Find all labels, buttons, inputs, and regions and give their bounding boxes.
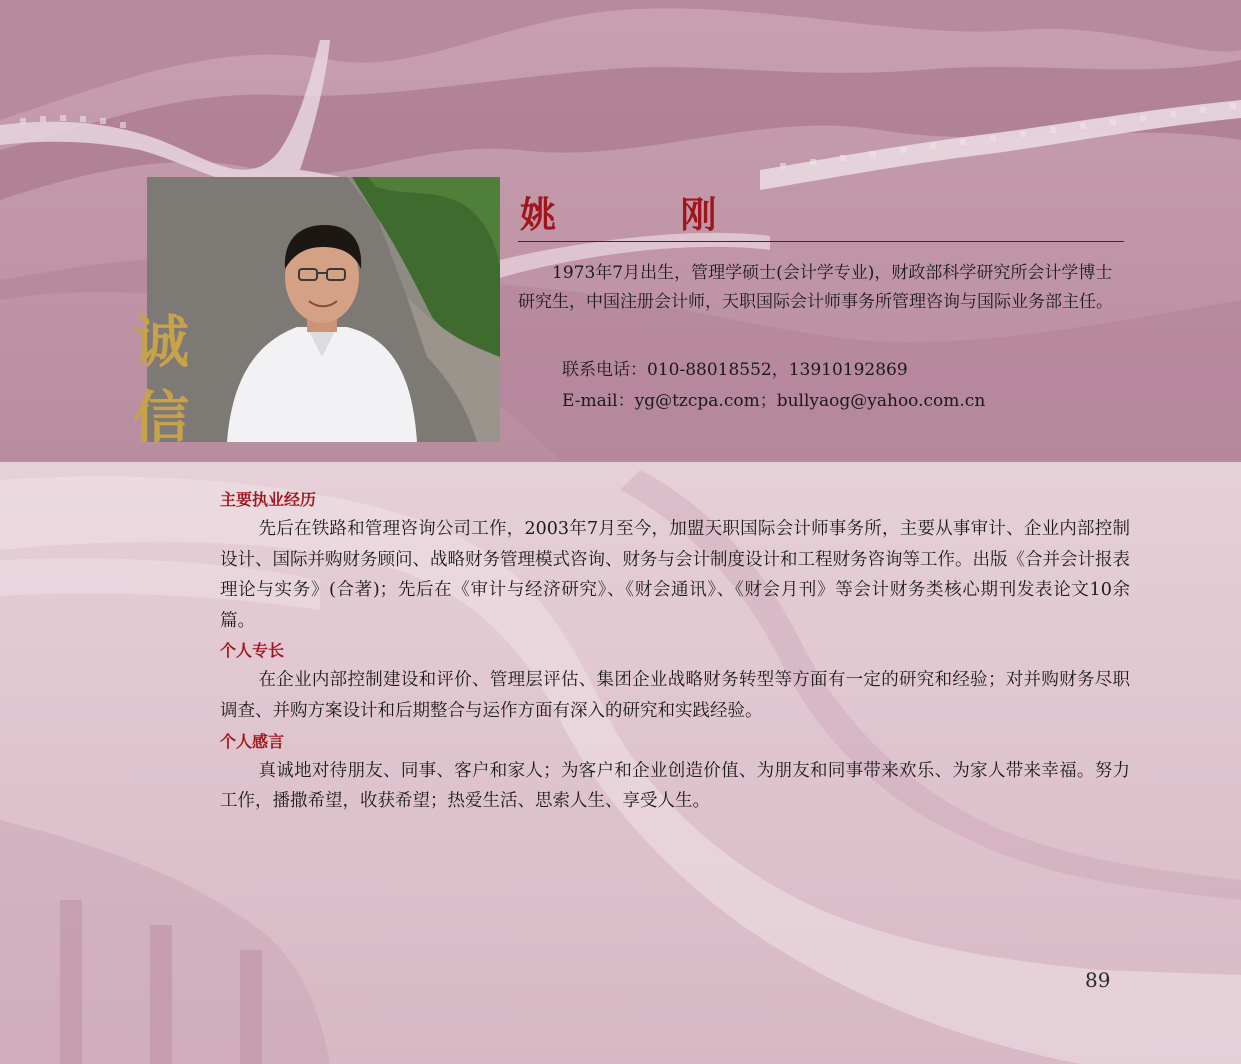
section-body-expertise: 在企业内部控制建设和评价、管理层评估、集团企业战略财务转型等方面有一定的研究和经验；对并购财务尽职调查、并购方案设计和后期整合与运作方面有深入的研究和实践经验。 (220, 670, 1130, 721)
phone-line (562, 355, 908, 380)
intro-text: 1973年7月出生，管理学硕士(会计学专业)，财政部科学研究所会计学博士研究生，中国注册会计师，天职国际会计师事务所管理咨询与国际业务部主任。 (518, 263, 1113, 312)
email-line (562, 386, 985, 411)
phone-label: 联系电话： (562, 360, 647, 380)
stone-carved-text: 诚 信 (124, 312, 190, 444)
section-expertise (220, 636, 1130, 726)
intro-block (518, 259, 1128, 316)
page-number: 89 (1085, 968, 1111, 992)
phone-value: 010-88018552，13910192869 (647, 360, 908, 380)
section-title-experience: 主要执业经历 (220, 490, 317, 509)
email-value: yg@tzcpa.com；bullyaog@yahoo.com.cn (634, 391, 986, 411)
section-motto (220, 727, 1130, 817)
section-body-motto: 真诚地对待朋友、同事、客户和家人；为客户和企业创造价值、为朋友和同事带来欢乐、为家人带来幸福。努力工作，播撒希望，收获希望；热爱生活、思索人生、享受人生。 (220, 760, 1130, 812)
section-body-experience: 先后在铁路和管理咨询公司工作，2003年7月至今，加盟天职国际会计师事务所，主要从事审计、企业内部控制设计、国际并购财务顾问、战略财务管理模式咨询、财务与会计制度设计和工程财务咨询等工作。出版《合并会计报表理论与实务》(合著)；先后在《审计与经济研究》、《财会通讯》、《财会月刊》等会计财务类核心期刊发表论文10余篇。 (220, 519, 1130, 631)
person-name: 姚 刚 (520, 194, 773, 236)
section-experience (220, 485, 1130, 636)
portrait-photo (124, 177, 500, 444)
email-label: E-mail： (562, 391, 635, 411)
name-divider (518, 241, 1124, 242)
section-title-expertise: 个人专长 (220, 641, 285, 661)
section-title-motto: 个人感言 (220, 731, 285, 751)
profile-sections (220, 485, 1130, 817)
